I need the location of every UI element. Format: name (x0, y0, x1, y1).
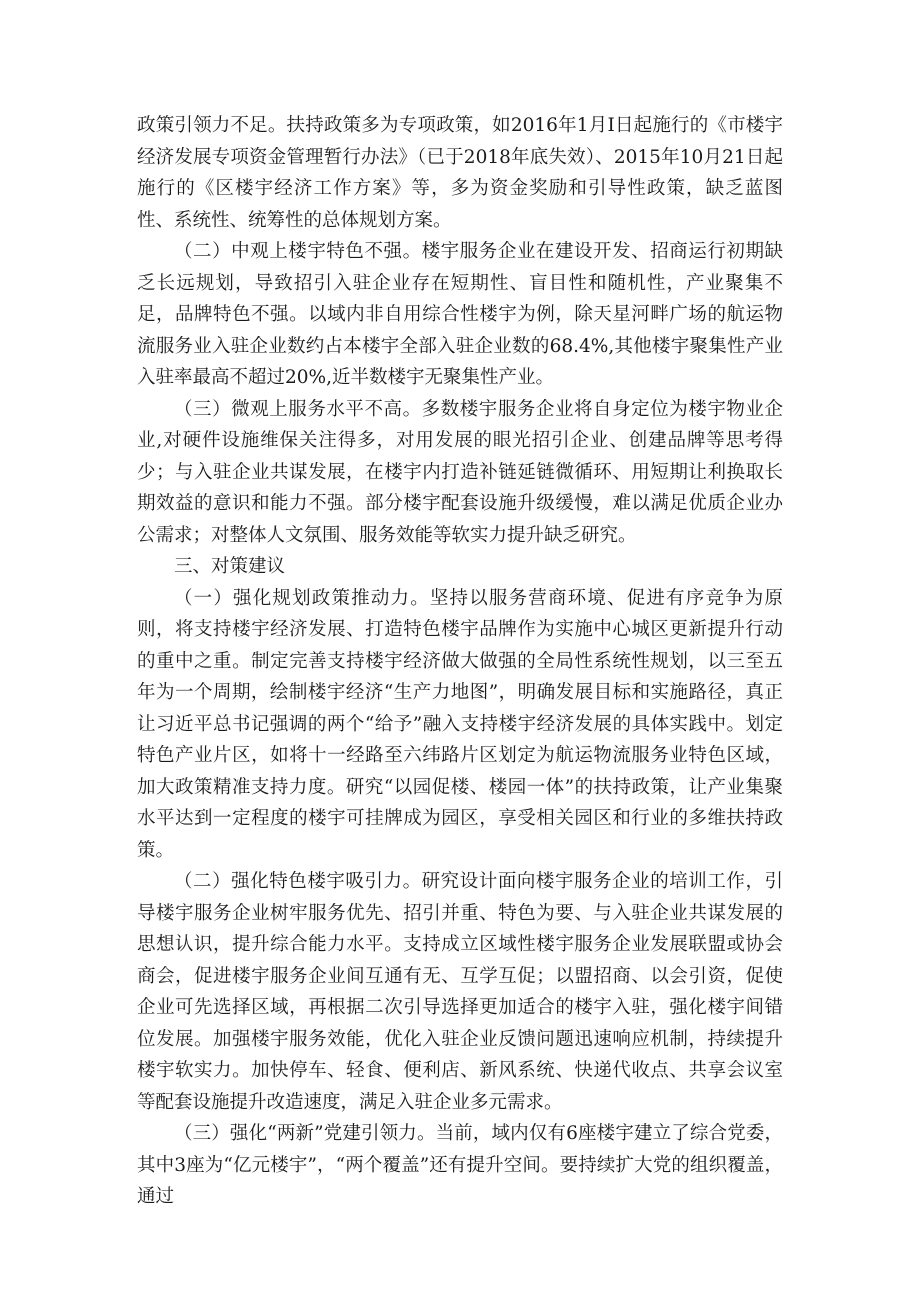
paragraph-featured-buildings: （二）强化特色楼宇吸引力。研究设计面向楼宇服务企业的培训工作，引导楼宇服务企业树牢服务优先、招引并重、特色为要、与入驻企业共谋发展的思想认识，提升综合能力水平。支持成立区域性楼宇服务企业发展联盟或协会商会，促进楼宇服务企业间互通有无、互学互促；以盟招商、以会引资，促使企业可先选择区域，再根据二次引导选择更加适合的楼宇入驻，强化楼宇间错位发展。加强楼宇服务效能，优化入驻企业反馈问题迅速响应机制，持续提升楼宇软实力。加快停车、轻食、便利店、新风系统、快递代收点、共享会议室等配套设施提升改造速度，满足入驻企业多元需求。 (137, 871, 783, 1113)
section-heading-recommendations: 三、对策建议 (174, 556, 286, 577)
paragraph-policy-guidance: 政策引领力不足。扶持政策多为专项政策，如2016年1月I日起施行的《市楼宇经济发展专项资金管理暂行办法》（已于2018年底失效）、2015年10月21日起施行的《区楼宇经济工作方案》等，多为资金奖励和引导性政策，缺乏蓝图性、系统性、统筹性的总体规划方案。 (137, 115, 783, 231)
paragraph-micro-service-level: （三）微观上服务水平不高。多数楼宇服务企业将自身定位为楼宇物业企业,对硬件设施维保关注得多，对用发展的眼光招引企业、创建品牌等思考得少；与入驻企业共谋发展，在楼宇内打造补链延链微循环、用短期让利换取长期效益的意识和能力不强。部分楼宇配套设施升级缓慢，难以满足优质企业办公需求；对整体人文氛围、服务效能等软实力提升缺乏研究。 (137, 398, 783, 546)
document-body (137, 110, 783, 1213)
paragraph-party-building: （三）强化“两新”党建引领力。当前，域内仅有6座楼宇建立了综合党委，其中3座为“亿元楼宇”，“两个覆盖”还有提升空间。要持续扩大党的组织覆盖，通过 (137, 1123, 783, 1207)
paragraph-midlevel-features: （二）中观上楼宇特色不强。楼宇服务企业在建设开发、招商运行初期缺乏长远规划，导致招引入驻企业存在短期性、盲目性和随机性，产业聚集不足，品牌特色不强。以域内非自用综合性楼宇为例，除天星河畔广场的航运物流服务业入驻企业数约占本楼宇全部入驻企业数的68.4%,其他楼宇聚集性产业入驻率最高不超过20%,近半数楼宇无聚集性产业。 (137, 241, 783, 388)
paragraph-planning-policy: （一）强化规划政策推动力。坚持以服务营商环境、促进有序竞争为原则，将支持楼宇经济发展、打造特色楼宇品牌作为实施中心城区更新提升行动的重中之重。制定完善支持楼宇经济做大做强的全局性系统性规划，以三至五年为一个周期，绘制楼宇经济“生产力地图”，明确发展目标和实施路径，真正让习近平总书记强调的两个“给予”融入支持楼宇经济发展的具体实践中。划定特色产业片区，如将十一经路至六纬路片区划定为航运物流服务业特色区域，加大政策精准支持力度。研究“以园促楼、楼园一体”的扶持政策，让产业集聚水平达到一定程度的楼宇可挂牌成为园区，享受相关园区和行业的多维扶持政策。 (137, 587, 783, 861)
